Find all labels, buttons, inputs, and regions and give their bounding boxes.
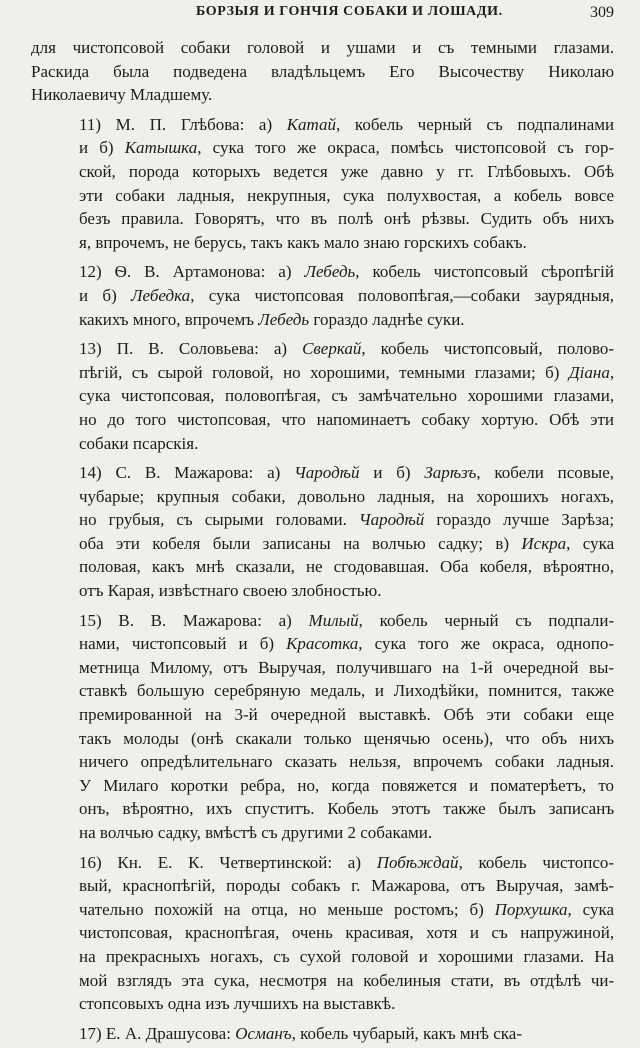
paragraph bbox=[31, 260, 614, 331]
text-line: на волчью садку, вмѣстѣ съ другими 2 собаками. bbox=[79, 823, 433, 842]
text-line: премированной на 3-й очередной выставкѣ. Обѣ эти собаки еще bbox=[79, 705, 615, 725]
text-line: такъ молоды (онѣ скакали только щенячью осень), что объ нихъ bbox=[79, 728, 615, 748]
text-line: ставкѣ большую серебряную медаль, и Лиходѣйки, помнится, также bbox=[79, 681, 615, 701]
text-line: и б) Катышка, сука того же окраса, помѣсь чистопсовой съ гор- bbox=[79, 138, 615, 158]
text-line: чательно похожій на отца, но меньше ростомъ; б) Порхушка, сука bbox=[79, 899, 614, 919]
text-line: чистопсовая, краснопѣгая, очень красивая, хотя и съ напружиной, bbox=[79, 923, 615, 943]
paragraph bbox=[31, 337, 614, 455]
text-line: эти собаки ладныя, некрупныя, сука полухвостая, а кобель вовсе bbox=[79, 185, 615, 205]
text-line: какихъ много, впрочемъ Лебедь гораздо ладнѣе суки. bbox=[79, 309, 465, 329]
text-line: для чистопсовой собаки головой и ушами и съ темными глазами. bbox=[31, 38, 615, 57]
text-line: 12) Ѳ. В. Артамонова: а) Лебедь, кобель чистопсовый сѣропѣгій bbox=[79, 262, 615, 282]
text-line: я, впрочемъ, не берусь, такъ какъ мало знаю горскихъ собакъ. bbox=[79, 232, 527, 252]
text-line: 14) С. В. Мажарова: а) Чародѣй и б) Зарѣзъ, кобели псовые, bbox=[79, 463, 615, 483]
text-line: ничего опредѣлительнаго сказать нельзя, впрочемъ собаки ладныя. bbox=[79, 752, 615, 772]
page-body bbox=[31, 36, 614, 1045]
text-line: 15) В. В. Мажарова: а) Милый, кобель черный съ подпали- bbox=[79, 610, 615, 630]
paragraph bbox=[31, 1022, 614, 1046]
text-line: на прекрасныхъ ногахъ, съ сухой головой и хорошими глазами. На bbox=[79, 946, 615, 966]
running-title: БОРЗЫЯ И ГОНЧІЯ СОБАКИ И ЛОШАДИ. bbox=[196, 4, 503, 19]
text-line: Николаевичу Младшему. bbox=[31, 85, 213, 105]
text-line: мой взглядъ эта сука, несмотря на кобелиныя стати, въ отдѣлѣ чи- bbox=[79, 970, 615, 990]
text-line: вый, краснопѣгій, породы собакъ г. Мажарова, отъ Выручая, замѣ- bbox=[79, 876, 615, 896]
paragraph bbox=[31, 113, 614, 255]
paragraph bbox=[31, 36, 614, 107]
text-line: и б) Лебедка, сука чистопсовая половопѣгая,—собаки заурядныя, bbox=[79, 285, 615, 305]
paragraph bbox=[31, 851, 614, 1016]
text-line: чубарые; крупныя собаки, довольно ладныя, на хорошихъ ногахъ, bbox=[79, 486, 615, 506]
text-line: Раскида была подведена владѣльцемъ Его Высочеству Николаю bbox=[31, 61, 615, 81]
text-line: безъ правила. Говорятъ, что въ полѣ онѣ рѣзвы. Судить объ нихъ bbox=[79, 209, 614, 229]
text-line: 13) П. В. Соловьева: а) Сверкай, кобель чистопсовый, полово- bbox=[79, 339, 615, 359]
text-line: ской, порода которыхъ ведется уже давно у гг. Глѣбовыхъ. Обѣ bbox=[79, 161, 615, 181]
text-line: пѣгій, съ сырой головой, но хорошими, темными глазами; б) Діана, bbox=[79, 362, 615, 382]
text-line: У Милаго коротки ребра, но, когда повяжется и поматерѣетъ, то bbox=[79, 775, 615, 795]
page-header bbox=[0, 4, 640, 24]
text-line: 11) М. П. Глѣбова: а) Катай, кобель черный съ подпалинами bbox=[79, 114, 615, 134]
paragraph bbox=[31, 609, 614, 845]
paragraph bbox=[31, 461, 614, 603]
text-line: оба эти кобеля были записаны на волчью садку; в) Искра, сука bbox=[79, 533, 615, 553]
text-line: но грубыя, съ сырыми головами. Чародѣй гораздо лучше Зарѣза; bbox=[79, 510, 615, 530]
text-line: половая, какъ мнѣ сказали, не сгодовавшая. Оба кобеля, вѣроятно, bbox=[79, 557, 615, 577]
text-line: но до того чистопсовая, что напоминаетъ собаку хортую. Обѣ эти bbox=[79, 409, 615, 429]
text-line: сука чистопсовая, половопѣгая, съ замѣчательно хорошими глазами, bbox=[79, 386, 615, 406]
text-line: стопсовыхъ одна изъ лучшихъ на выставкѣ. bbox=[79, 994, 396, 1014]
text-line: отъ Карая, извѣстнаго своею злобностью. bbox=[79, 581, 382, 601]
text-line: 16) Кн. Е. К. Четвертинской: а) Побѣждай, кобель чистопсо- bbox=[79, 852, 615, 872]
text-line: собаки псарскія. bbox=[79, 433, 199, 453]
page-number: 309 bbox=[590, 4, 614, 21]
text-line: метница Милому, отъ Выручая, получившаго на 1-й очередной вы- bbox=[79, 657, 615, 677]
text-line: онъ, вѣроятно, ихъ спуститъ. Кобель этотъ также былъ записанъ bbox=[79, 799, 615, 819]
text-line: нами, чистопсовый и б) Красотка, сука того же окраса, однопо- bbox=[79, 634, 615, 654]
text-line: 17) Е. А. Драшусова: Османъ, кобель чубарый, какъ мнѣ ска- bbox=[79, 1023, 523, 1043]
